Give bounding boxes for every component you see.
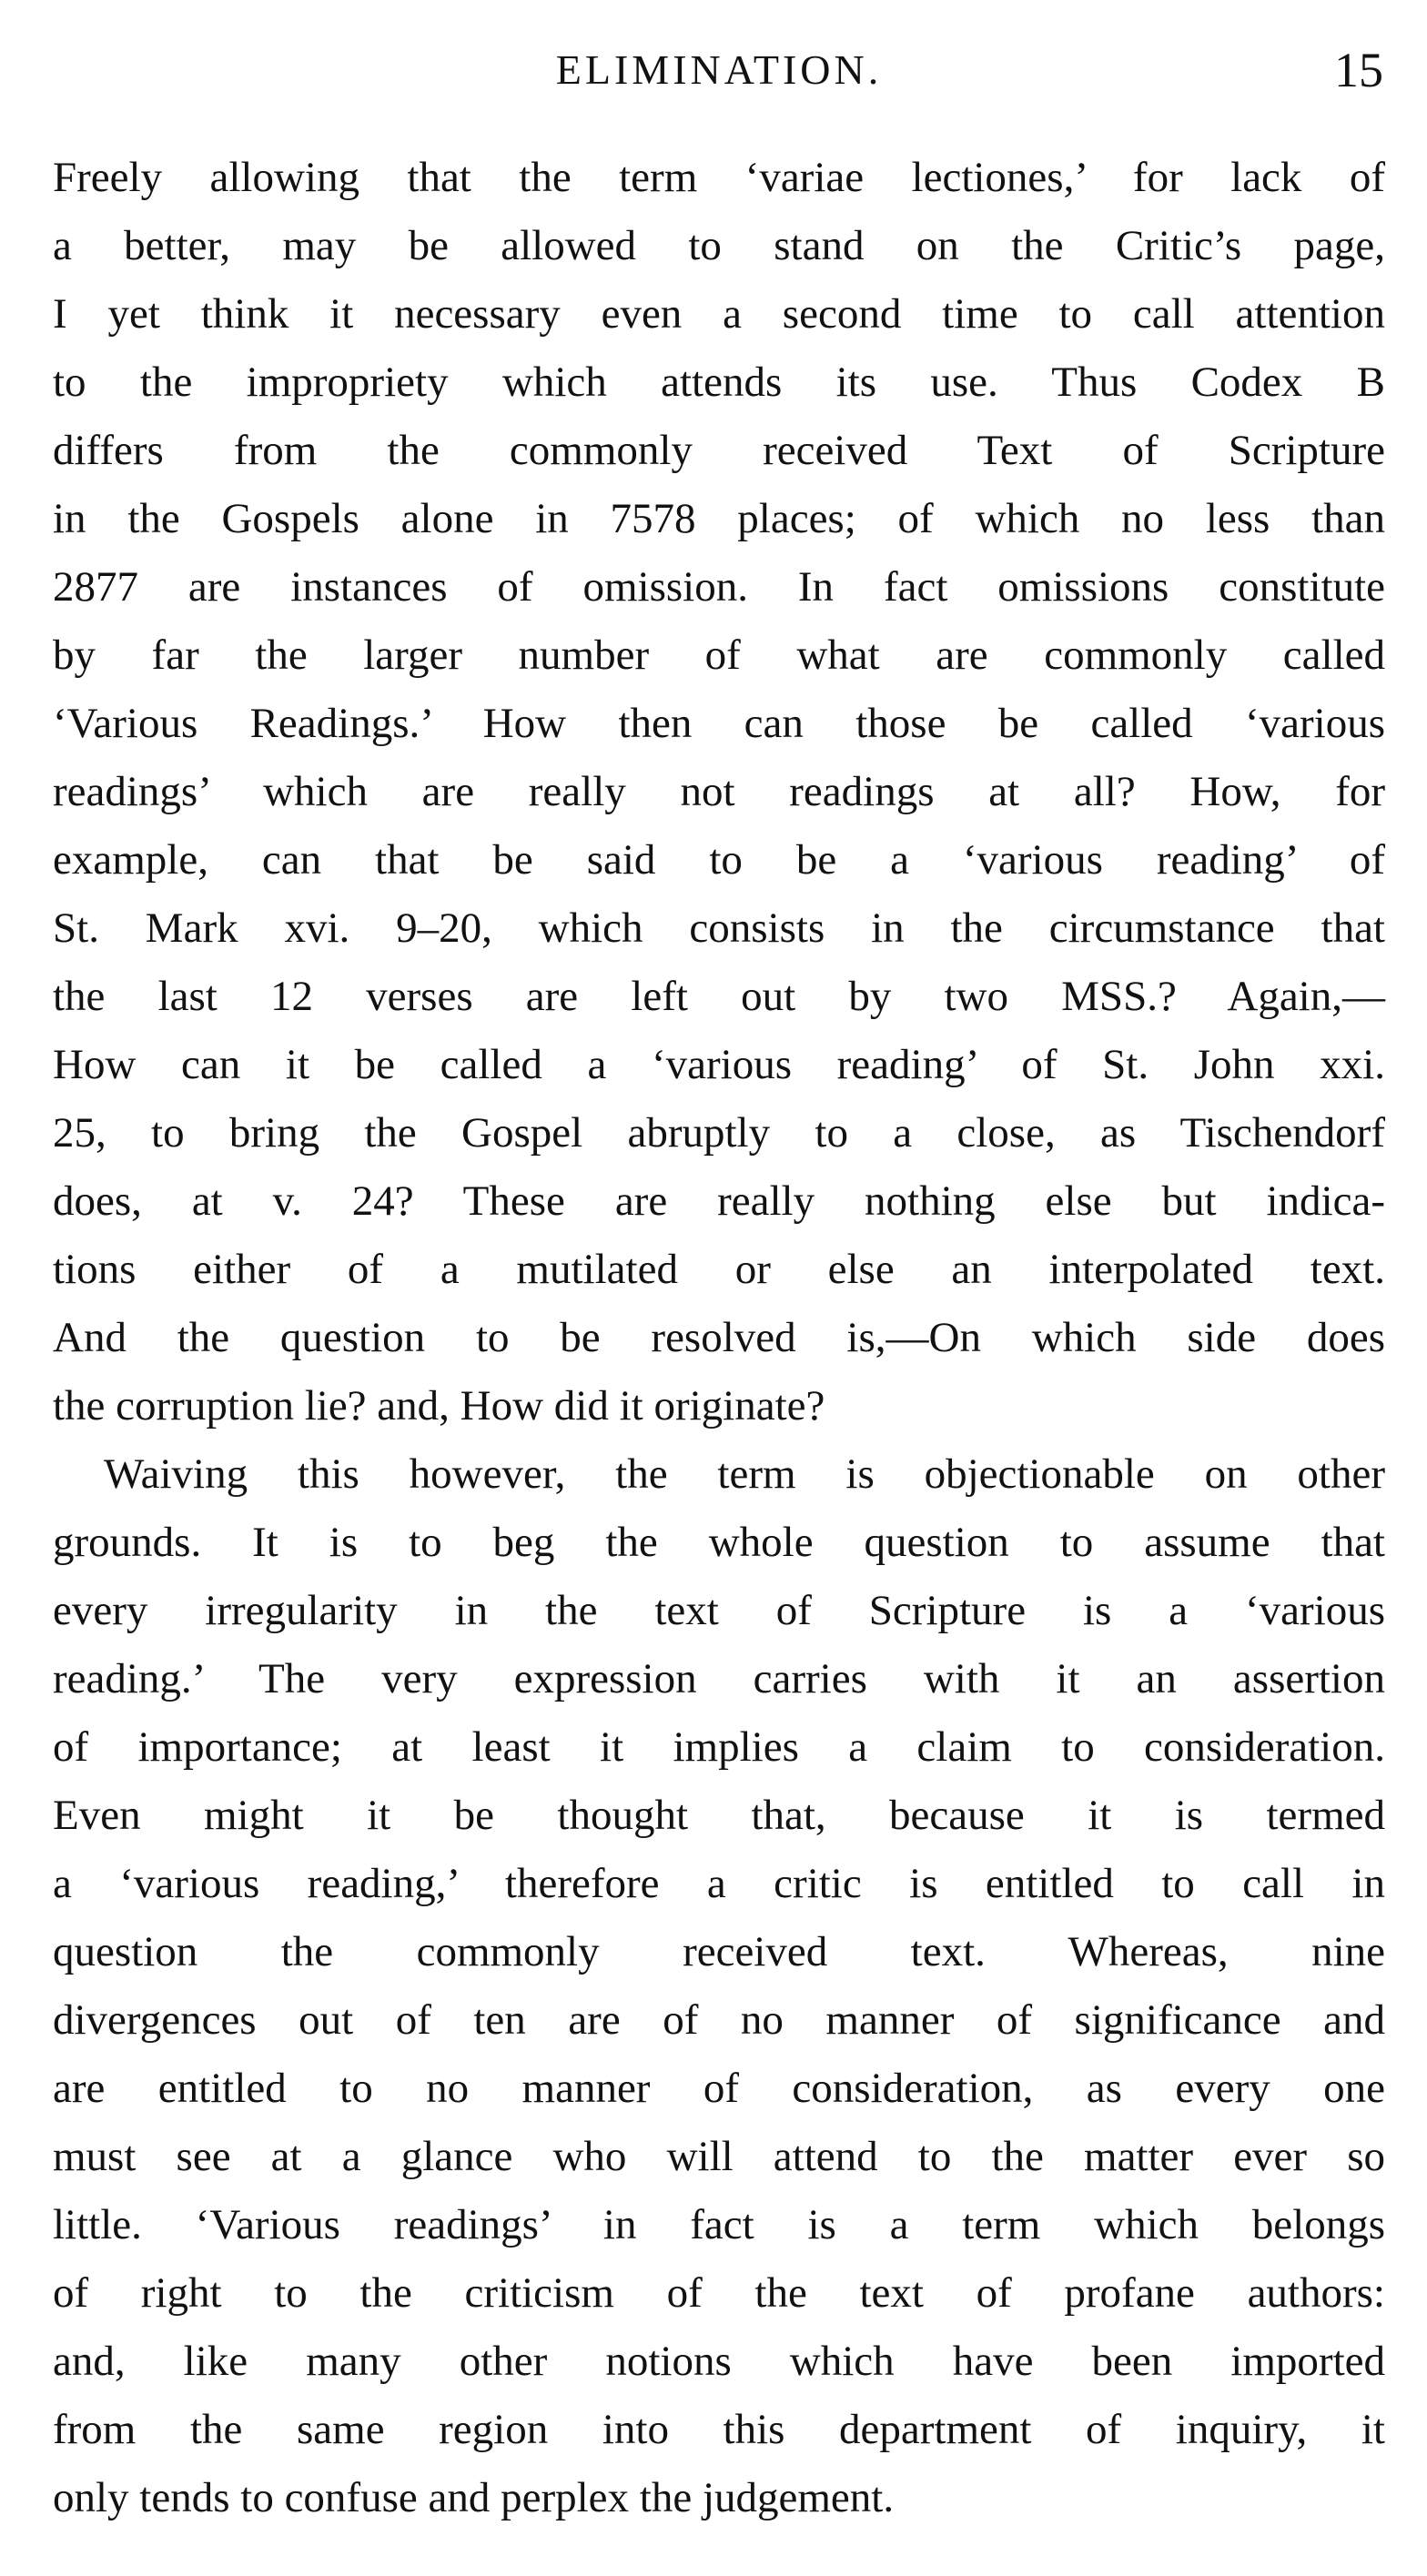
text-line: 25, to bring the Gospel abruptly to a close, as Tischendorf <box>53 1109 1385 1157</box>
text-line: ‘Various Readings.’ How then can those be called ‘various <box>53 700 1385 747</box>
running-head <box>55 38 1383 102</box>
text-line: only tends to confuse and perplex the judgement. <box>53 2474 895 2521</box>
text-line: the corruption lie? and, How did it originate? <box>53 1382 825 1429</box>
text-line: St. Mark xvi. 9–20, which consists in the circumstance that <box>53 904 1385 952</box>
text-line: by far the larger number of what are commonly called <box>53 631 1385 679</box>
text-line: little. ‘Various readings’ in fact is a term which belongs <box>53 2201 1385 2248</box>
text-line: from the same region into this department of inquiry, it <box>53 2406 1385 2453</box>
text-line: every irregularity in the text of Scripture is a ‘various <box>53 1587 1385 1634</box>
text-line: question the commonly received text. Whereas, nine <box>53 1928 1385 1975</box>
text-line: grounds. It is to beg the whole question to assume that <box>53 1519 1385 1566</box>
text-line: are entitled to no manner of consideration, as every one <box>53 2065 1385 2112</box>
text-line: readings’ which are really not readings at all? How, for <box>53 768 1385 815</box>
text-line: the last 12 verses are left out by two MSS.? Again,— <box>53 973 1385 1020</box>
text-line: tions either of a mutilated or else an interpolated text. <box>53 1246 1385 1293</box>
text-line: a better, may be allowed to stand on the Critic’s page, <box>53 222 1385 269</box>
text-line: I yet think it necessary even a second time to call attention <box>53 290 1385 338</box>
body-text <box>53 144 1385 2532</box>
text-line: 2877 are instances of omission. In fact omissions constitute <box>53 563 1385 611</box>
text-line: in the Gospels alone in 7578 places; of which no less than <box>53 495 1385 542</box>
text-line: to the impropriety which attends its use. Thus Codex B <box>53 359 1385 406</box>
text-line: Waiving this however, the term is objectionable on other <box>104 1450 1385 1498</box>
page-number: 15 <box>1334 43 1383 97</box>
text-line: a ‘various reading,’ therefore a critic is entitled to call in <box>53 1860 1385 1907</box>
paragraph-1 <box>53 144 1385 1440</box>
text-line: must see at a glance who will attend to the matter ever so <box>53 2133 1385 2180</box>
text-line: and, like many other notions which have been imported <box>53 2338 1385 2385</box>
running-title: ELIMINATION. <box>555 46 883 93</box>
text-line: of importance; at least it implies a claim to consideration. <box>53 1723 1385 1771</box>
text-line: example, can that be said to be a ‘various reading’ of <box>53 836 1385 884</box>
text-line: does, at v. 24? These are really nothing else but indica- <box>53 1177 1385 1225</box>
text-line: reading.’ The very expression carries with it an assertion <box>53 1655 1385 1702</box>
text-line: Even might it be thought that, because it is termed <box>53 1792 1385 1839</box>
text-line: How can it be called a ‘various reading’ of St. John xxi. <box>53 1041 1385 1088</box>
text-line: Freely allowing that the term ‘variae lectiones,’ for lack of <box>53 154 1385 201</box>
text-line: And the question to be resolved is,—On which side does <box>53 1314 1385 1361</box>
text-line: differs from the commonly received Text of Scripture <box>53 427 1385 474</box>
text-line: divergences out of ten are of no manner of significance and <box>53 1996 1385 2044</box>
paragraph-2 <box>53 1440 1385 2532</box>
text-line: of right to the criticism of the text of profane authors: <box>53 2269 1385 2317</box>
